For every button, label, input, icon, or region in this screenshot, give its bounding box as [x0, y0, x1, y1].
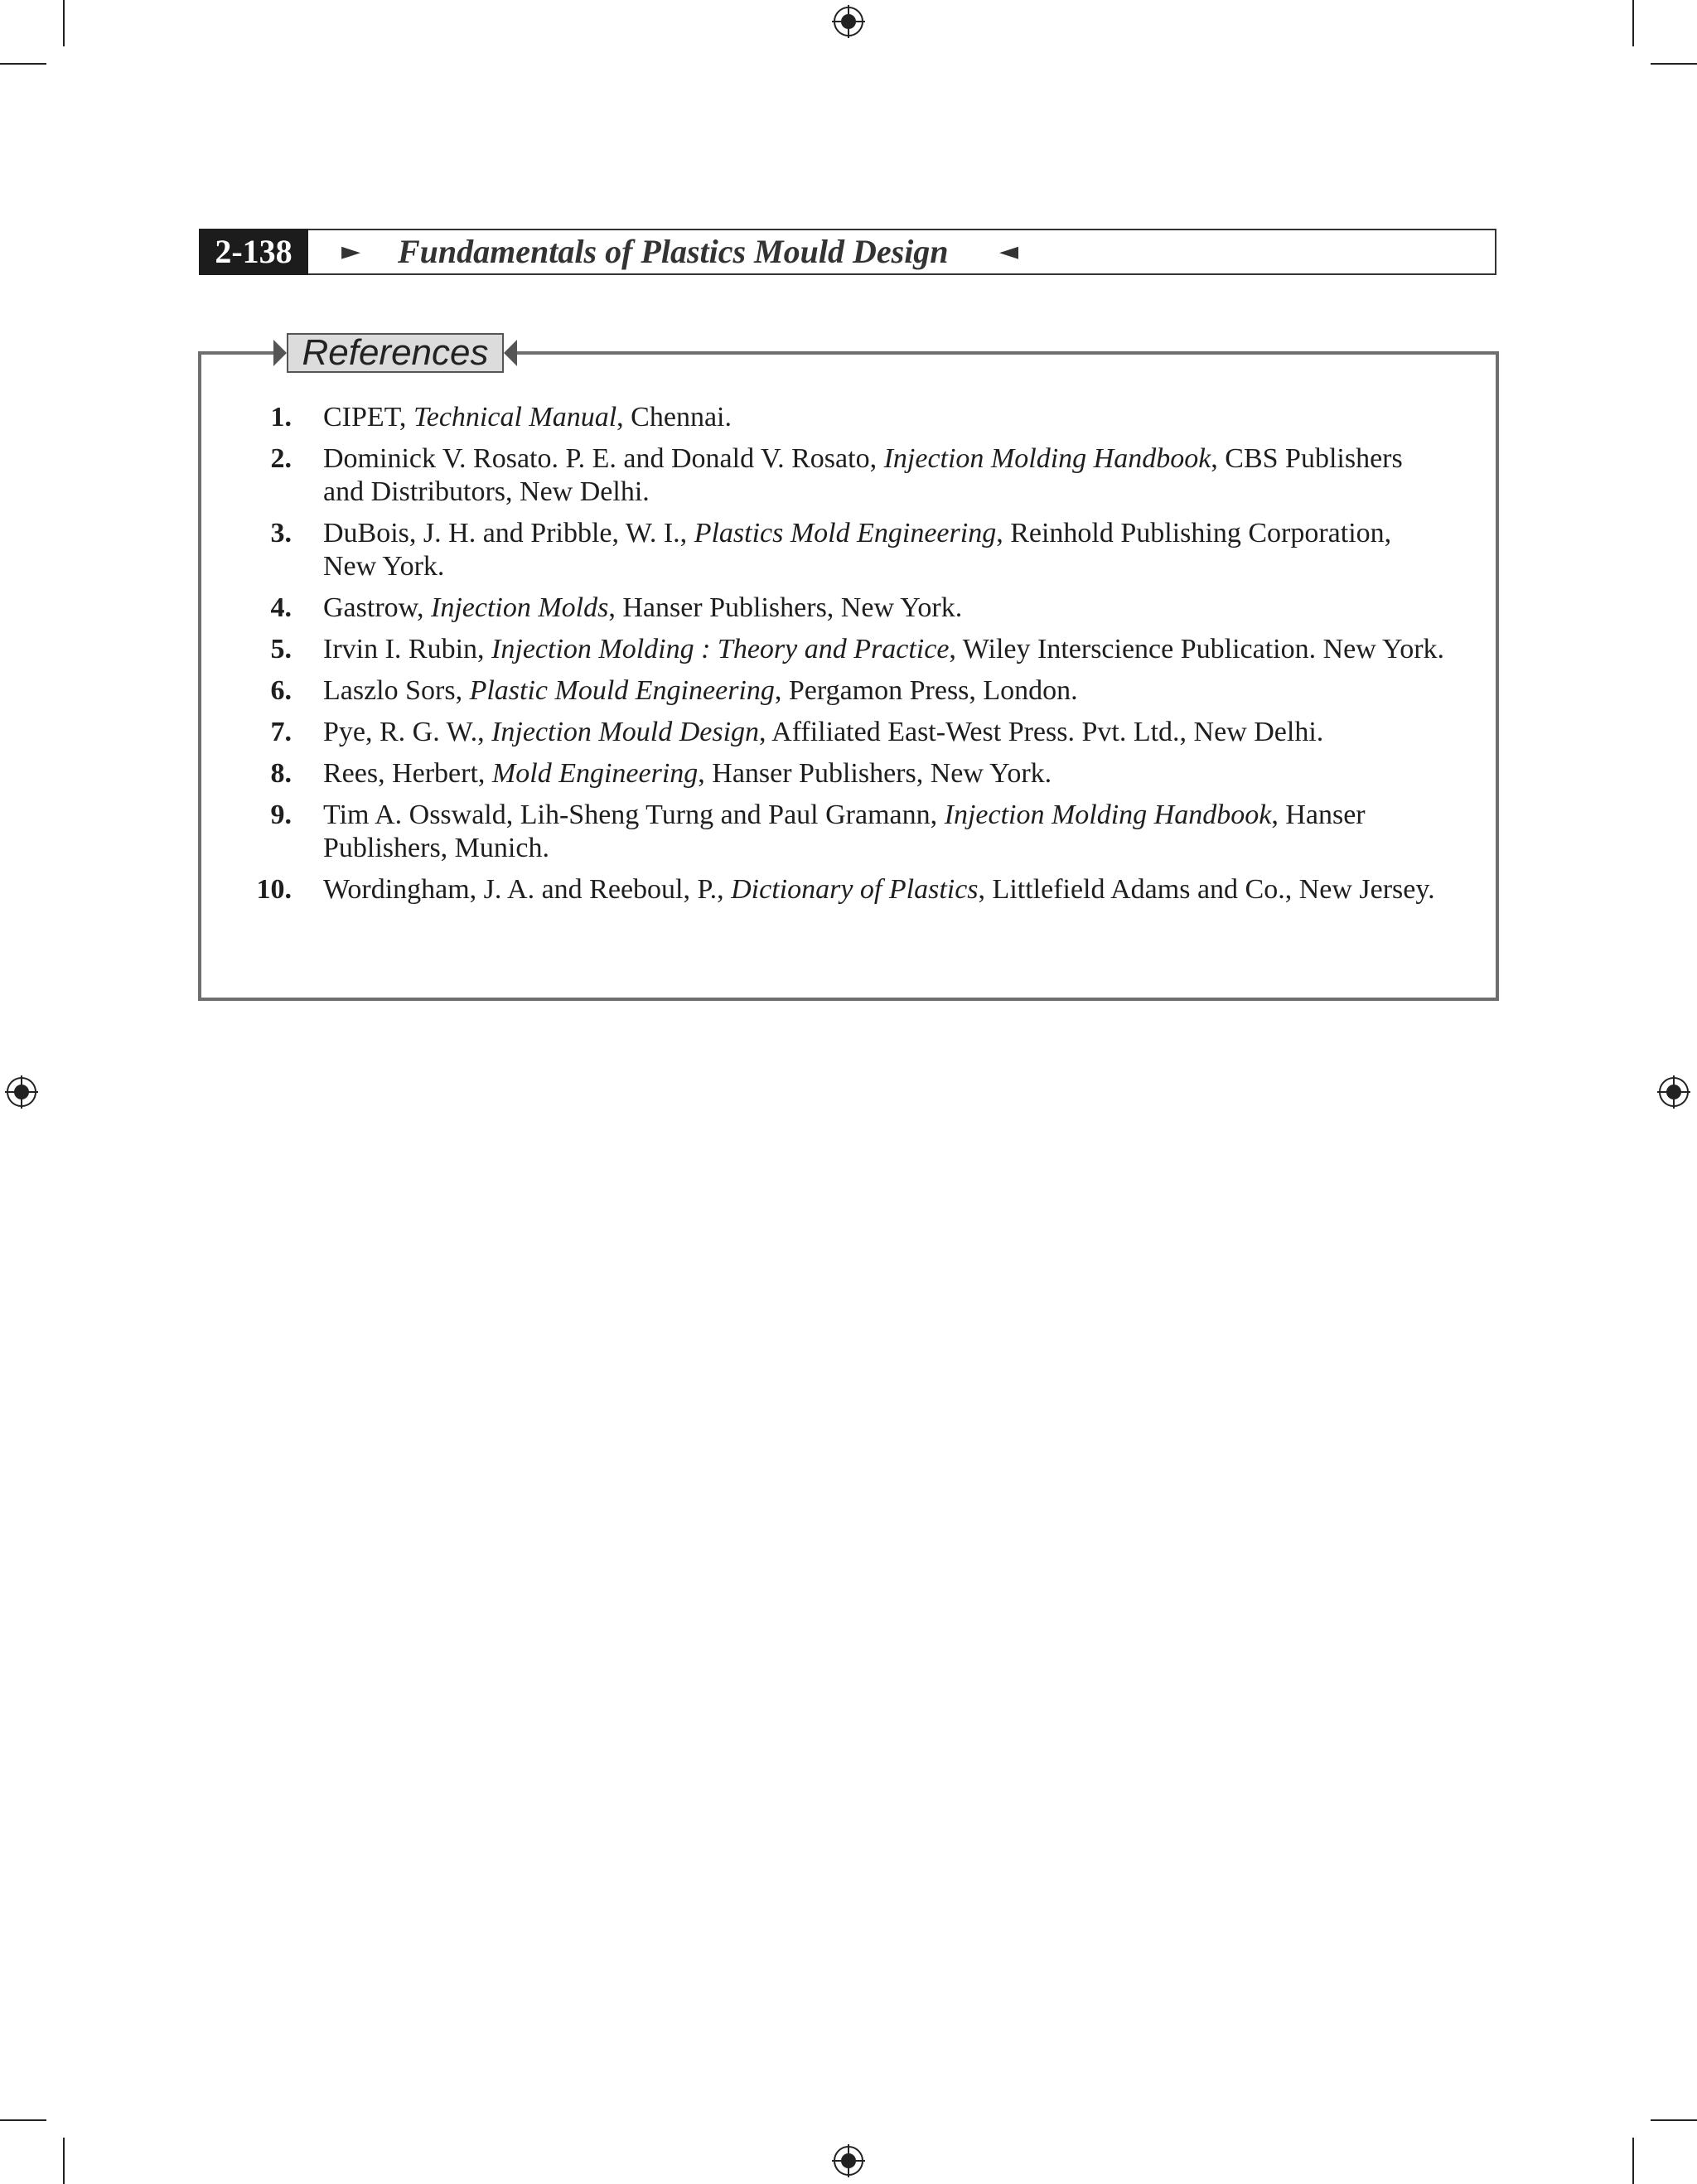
reference-authors: Rees, Herbert, [323, 758, 492, 789]
reference-title: Injection Molding Handbook [944, 800, 1272, 830]
reference-item [240, 517, 1450, 583]
book-title: Fundamentals of Plastics Mould Design [398, 233, 949, 270]
reference-item [240, 873, 1450, 906]
reference-title: Plastics Mold Engineering [694, 518, 997, 548]
registration-mark-icon [1657, 1075, 1690, 1109]
reference-authors: Laszlo Sors, [323, 675, 470, 706]
reference-publisher: , Chennai. [616, 402, 732, 432]
reference-authors: Tim A. Osswald, Lih-Sheng Turng and Paul Gramann, [323, 800, 945, 830]
crop-mark-bottom-right-h [1651, 2119, 1697, 2121]
reference-title: Technical Manual [413, 402, 617, 432]
reference-number: 6. [270, 675, 292, 706]
reference-publisher: , Pergamon Press, London. [774, 675, 1078, 706]
reference-number: 9. [270, 800, 292, 830]
reference-title: Injection Molds [431, 592, 609, 623]
box-top-border-right [514, 351, 1499, 355]
triangle-left-icon [504, 340, 517, 366]
page-number: 2-138 [199, 229, 308, 275]
arrow-left-icon: ◄ [999, 237, 1019, 266]
reference-publisher: , Littlefield Adams and Co., New Jersey. [978, 874, 1435, 905]
reference-number: 1. [270, 402, 292, 432]
reference-item [240, 592, 1450, 625]
reference-title: Dictionary of Plastics [731, 874, 979, 905]
box-top-border-left [198, 351, 281, 355]
reference-item [240, 633, 1450, 666]
reference-item [240, 716, 1450, 749]
registration-mark-icon [832, 5, 865, 38]
crop-mark-bottom-left-v [63, 2138, 65, 2184]
registration-mark-icon [5, 1075, 38, 1109]
reference-publisher: , CBS Publishers and Distributors, New Delhi. [323, 443, 1403, 507]
reference-item [240, 757, 1450, 790]
reference-title: Injection Molding : Theory and Practice [491, 634, 950, 664]
section-title: References [287, 333, 504, 373]
reference-number: 5. [270, 634, 292, 664]
reference-authors: CIPET, [323, 402, 413, 432]
reference-item [240, 674, 1450, 708]
reference-publisher: , Hanser Publishers, New York. [698, 758, 1052, 789]
reference-authors: Wordingham, J. A. and Reeboul, P., [323, 874, 732, 905]
crop-mark-top-left-v [63, 0, 65, 46]
reference-publisher: , Affiliated East-West Press. Pvt. Ltd., New Delhi. [759, 717, 1324, 747]
reference-publisher: , Hanser Publishers, Munich. [323, 800, 1366, 863]
reference-publisher: , Hanser Publishers, New York. [608, 592, 963, 623]
reference-publisher: , Reinhold Publishing Corporation, New York. [323, 518, 1392, 582]
crop-mark-top-right-v [1632, 0, 1634, 46]
reference-title: Injection Molding Handbook [883, 443, 1211, 474]
reference-item [240, 799, 1450, 865]
reference-authors: Pye, R. G. W., [323, 717, 492, 747]
reference-number: 10. [256, 874, 292, 905]
reference-authors: DuBois, J. H. and Pribble, W. I., [323, 518, 694, 548]
crop-mark-top-left-h [0, 63, 46, 65]
reference-title: Mold Engineering [491, 758, 699, 789]
running-header [199, 229, 1496, 275]
crop-mark-top-right-h [1651, 63, 1697, 65]
reference-number: 4. [270, 592, 292, 623]
reference-authors: Irvin I. Rubin, [323, 634, 492, 664]
reference-number: 7. [270, 717, 292, 747]
reference-publisher: , Wiley Interscience Publication. New York. [949, 634, 1445, 664]
triangle-right-icon [273, 340, 287, 366]
reference-item [240, 401, 1450, 434]
crop-mark-bottom-right-v [1632, 2138, 1634, 2184]
reference-list [240, 401, 1450, 915]
reference-title: Plastic Mould Engineering [469, 675, 775, 706]
arrow-right-icon: ► [341, 237, 361, 266]
reference-item [240, 442, 1450, 509]
reference-number: 3. [270, 518, 292, 548]
reference-number: 2. [270, 443, 292, 474]
reference-authors: Dominick V. Rosato. P. E. and Donald V. Rosato, [323, 443, 884, 474]
reference-number: 8. [270, 758, 292, 789]
crop-mark-bottom-left-h [0, 2119, 46, 2121]
reference-authors: Gastrow, [323, 592, 431, 623]
registration-mark-icon [832, 2144, 865, 2177]
reference-title: Injection Mould Design [491, 717, 760, 747]
